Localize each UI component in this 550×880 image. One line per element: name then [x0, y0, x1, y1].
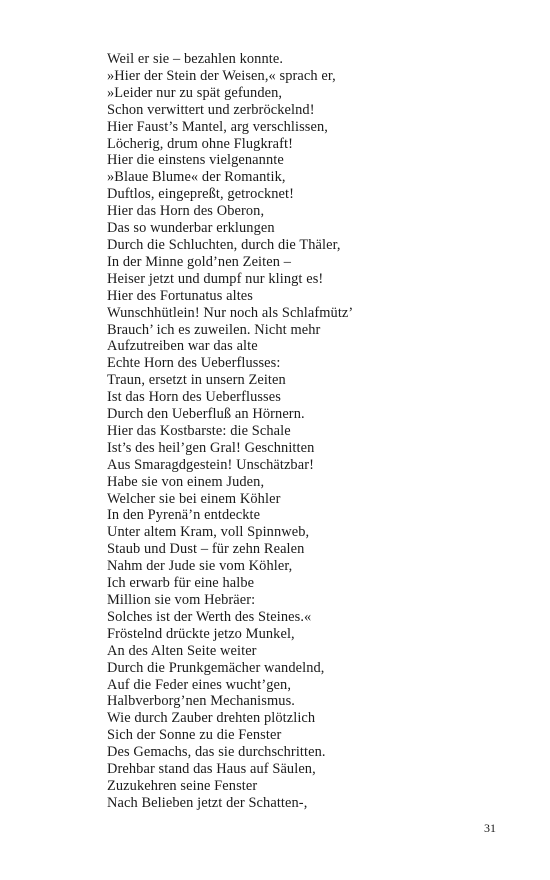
poem-line: Des Gemachs, das sie durchschritten.: [107, 744, 326, 761]
poem-line: Ist’s des heil’gen Gral! Geschnitten: [107, 439, 315, 456]
poem-line: Auf die Feder eines wucht’gen,: [107, 676, 292, 693]
poem-line: Löcherig, drum ohne Flugkraft!: [107, 135, 294, 152]
poem-line: Aus Smaragdgestein! Unschätzbar!: [107, 456, 315, 473]
poem-line: In der Minne gold’nen Zeiten –: [107, 253, 292, 270]
poem-line: Zuzukehren seine Fenster: [107, 777, 258, 794]
poem-line: Durch die Prunkgemächer wandelnd,: [107, 659, 325, 676]
page-number: 31: [484, 821, 496, 835]
poem-line: Weil er sie – bezahlen konnte.: [107, 51, 284, 67]
poem-line: Welcher sie bei einem Köhler: [107, 490, 281, 507]
poem-line: Hier die einstens vielgenannte: [107, 152, 284, 169]
poem-line: Duftlos, eingepreßt, getrocknet!: [107, 186, 295, 203]
poem-line: Nahm der Jude sie vom Köhler,: [107, 558, 293, 575]
poem-line: Halbverborg’nen Mechanismus.: [107, 693, 295, 710]
poem-line: »Blaue Blume« der Romantik,: [107, 169, 286, 186]
poem-line: Drehbar stand das Haus auf Säulen,: [107, 761, 316, 778]
poem-line: Schon verwittert und zerbröckelnd!: [107, 101, 315, 118]
poem-line: Fröstelnd drückte jetzo Munkel,: [107, 625, 295, 642]
poem-line: Wie durch Zauber drehten plötzlich: [107, 710, 316, 727]
poem-line: Durch die Schluchten, durch die Thäler,: [107, 236, 341, 253]
poem-line: Nach Belieben jetzt der Schatten-,: [107, 794, 308, 811]
poem-line: »Leider nur zu spät gefunden,: [107, 84, 283, 101]
poem-line: Heiser jetzt und dumpf nur klingt es!: [107, 270, 324, 287]
poem-line: »Hier der Stein der Weisen,« sprach er,: [107, 67, 336, 84]
poem-line: Das so wunderbar erklungen: [107, 220, 275, 237]
poem-line: Wunschhütlein! Nur noch als Schlafmütz’: [107, 304, 354, 321]
poem-line: Brauch’ ich es zuweilen. Nicht mehr: [107, 321, 321, 338]
poem-line: An des Alten Seite weiter: [107, 642, 257, 659]
poem-line: Million sie vom Hebräer:: [107, 592, 256, 608]
poem-line: Sich der Sonne zu die Fenster: [107, 727, 282, 744]
poem-line: Hier das Kostbarste: die Schale: [107, 422, 291, 439]
poem-line: Unter altem Kram, voll Spinnweb,: [107, 524, 310, 541]
poem-line: Solches ist der Werth des Steines.«: [107, 608, 312, 625]
poem-line: Echte Horn des Ueberflusses:: [107, 355, 281, 372]
poem-line: Ist das Horn des Ueberflusses: [107, 389, 281, 406]
poem-text: [107, 51, 353, 812]
poem-line: Hier Faust’s Mantel, arg verschlissen,: [107, 118, 328, 135]
poem-line: Aufzutreiben war das alte: [107, 338, 258, 355]
poem-line: Habe sie von einem Juden,: [107, 473, 265, 490]
poem-line: In den Pyrenä’n entdeckte: [107, 507, 261, 524]
poem-line: Ich erwarb für eine halbe: [107, 575, 255, 592]
poem-line: Hier das Horn des Oberon,: [107, 203, 265, 220]
poem-line: Staub und Dust – für zehn Realen: [107, 541, 305, 558]
poem-line: Durch den Ueberfluß an Hörnern.: [107, 406, 305, 423]
poem-line: Traun, ersetzt in unsern Zeiten: [107, 372, 286, 389]
poem-line: Hier des Fortunatus altes: [107, 287, 253, 304]
